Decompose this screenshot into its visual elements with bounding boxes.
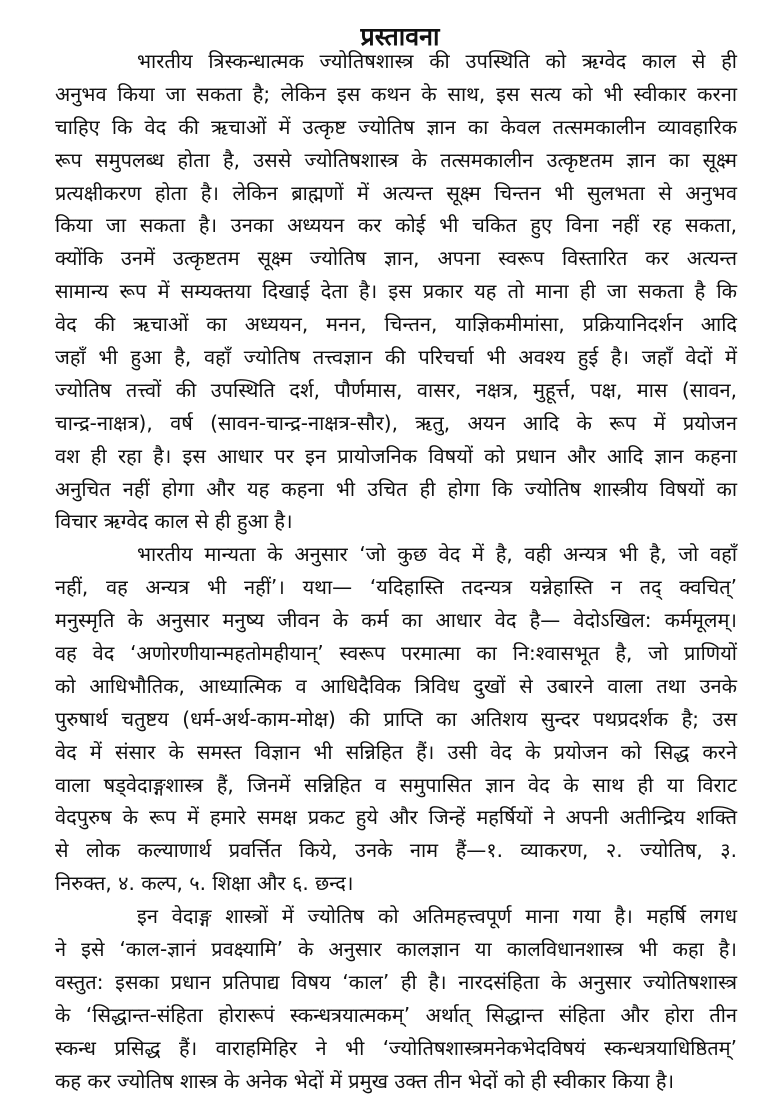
text-line: से लोक कल्याणार्थ प्रवर्त्तित किये, उनके नाम हैं—१. व्याकरण, २. ज्योतिष, ३. (55, 838, 737, 863)
paragraph (55, 538, 737, 900)
text-line: नहीं, वह अन्यत्र भी नहीं’। यथा— ‘यदिहास्ति तदन्यत्र यन्नेहास्ति न तद् क्वचित्’ (55, 575, 737, 600)
text-line: अनुचित नहीं होगा और यह कहना भी उचित ही होगा कि ज्योतिष शास्त्रीय विषयों का (55, 476, 737, 501)
text-line: निरुक्त, ४. कल्प, ५. शिक्षा और ६. छन्द। (55, 871, 354, 896)
text-line: को आधिभौतिक, आध्यात्मिक व आधिदैविक त्रिविध दुखों से उबारने वाला तथा उनके (55, 673, 737, 698)
page-title: प्रस्तावना (360, 21, 440, 51)
text-line: वेद में संसार के समस्त विज्ञान भी सन्निहित हैं। उसी वेद के प्रयोजन को सिद्ध करने (55, 739, 737, 764)
text-line: कह कर ज्योतिष शास्त्र के अनेक भेदों में प्रमुख उक्त तीन भेदों को ही स्वीकार किया है। (55, 1068, 675, 1093)
text-line: वाला षड्वेदाङ्गशास्त्र हैं, जिनमें सन्निहित व समुपासित ज्ञान वेद के साथ ही या विराट (55, 772, 737, 797)
text-line: ने इसे ‘काल-ज्ञानं प्रवक्ष्यामि’ के अनुसार कालज्ञान या कालविधानशास्त्र भी कहा है। (55, 937, 737, 962)
paragraph (55, 900, 737, 1097)
text-line: विचार ऋग्वेद काल से ही हुआ है। (55, 509, 293, 534)
text-line: रूप समुपलब्ध होता है, उससे ज्योतिषशास्त्र के तत्समकालीन उत्कृष्टतम ज्ञान का सूक्ष्म (55, 147, 737, 172)
text-line: अनुभव किया जा सकता है; लेकिन इस कथन के साथ, इस सत्य को भी स्वीकार करना (55, 81, 737, 106)
text-line: वेदपुरुष के रूप में हमारे समक्ष प्रकट हुये और जिन्हें महर्षियों ने अपनी अतीन्द्रिय शक्ति (55, 805, 737, 830)
text-line: इन वेदाङ्ग शास्त्रों में ज्योतिष को अतिमहत्त्वपूर्ण माना गया है। महर्षि लगध (137, 904, 737, 929)
text-line: चान्द्र-नाक्षत्र), वर्ष (सावन-चान्द्र-नाक्षत्र-सौर), ऋतु, अयन आदि के रूप में प्रयोजन (55, 410, 737, 435)
text-line: वह वेद ‘अणोरणीयान्महतोमहीयान्’ स्वरूप परमात्मा का नि:श्वासभूत है, जो प्राणियों (55, 641, 737, 666)
text-line: सामान्य रूप में सम्यक्तया दिखाई देता है। इस प्रकार यह तो माना ही जा सकता है कि (55, 279, 737, 304)
text-line: वेद की ऋचाओं का अध्ययन, मनन, चिन्तन, याज्ञिकमीमांसा, प्रक्रियानिदर्शन आदि (55, 312, 737, 337)
text-line: वश ही रहा है। इस आधार पर इन प्रायोजनिक विषयों को प्रधान और आदि ज्ञान कहना (55, 443, 737, 468)
text-line: भारतीय त्रिस्कन्धात्मक ज्योतिषशास्त्र की उपस्थिति को ऋग्वेद काल से ही (137, 49, 737, 73)
text-line: जहाँ भी हुआ है, वहाँ ज्योतिष तत्त्वज्ञान की परिचर्चा भी अवश्य हुई है। जहाँ वेदों में (55, 345, 737, 370)
text-line: मनुस्मृति के अनुसार मनुष्य जीवन के कर्म का आधार वेद है— वेदोऽखिल: कर्ममूलम्। (55, 608, 737, 633)
text-line: के ‘सिद्धान्त-संहिता होरारूपं स्कन्धत्रयात्मकम्’ अर्थात् सिद्धान्त संहिता और होरा तीन (55, 1002, 737, 1027)
text-line: पुरुषार्थ चतुष्टय (धर्म-अर्थ-काम-मोक्ष) की प्राप्ति का अतिशय सुन्दर पथप्रदर्शक है; उस (55, 706, 737, 731)
text-line: भारतीय मान्यता के अनुसार ‘जो कुछ वेद में है, वही अन्यत्र भी है, जो वहाँ (137, 542, 737, 567)
text-line: स्कन्ध प्रसिद्ध हैं। वाराहमिहिर ने भी ‘ज्योतिषशास्त्रमनेकभेदविषयं स्कन्धत्रयाधिष्ठितम्’ (55, 1035, 737, 1060)
text-line: वस्तुत: इसका प्रधान प्रतिपाद्य विषय ‘काल’ ही है। नारदसंहिता के अनुसार ज्योतिषशास्त्र (55, 969, 737, 994)
text-line: क्योंकि उनमें उत्कृष्टतम सूक्ष्म ज्योतिष ज्ञान, अपना स्वरूप विस्तारित कर अत्यन्त (55, 246, 737, 271)
text-line: किया जा सकता है। उनका अध्ययन कर कोई भी चकित हुए विना नहीं रह सकता, (55, 213, 737, 238)
paragraph (55, 45, 737, 538)
text-line: चाहिए कि वेद की ऋचाओं में उत्कृष्ट ज्योतिष ज्ञान का केवल तत्समकालीन व्यावहारिक (55, 114, 737, 139)
text-line: प्रत्यक्षीकरण होता है। लेकिन ब्राह्मणों में अत्यन्त सूक्ष्म चिन्तन भी सुलभता से अनुभव (55, 180, 737, 205)
text-line: ज्योतिष तत्त्वों की उपस्थिति दर्श, पौर्णमास, वासर, नक्षत्र, मुहूर्त्त, पक्ष, मास (सावन, (55, 377, 737, 402)
document-body (55, 45, 737, 1098)
